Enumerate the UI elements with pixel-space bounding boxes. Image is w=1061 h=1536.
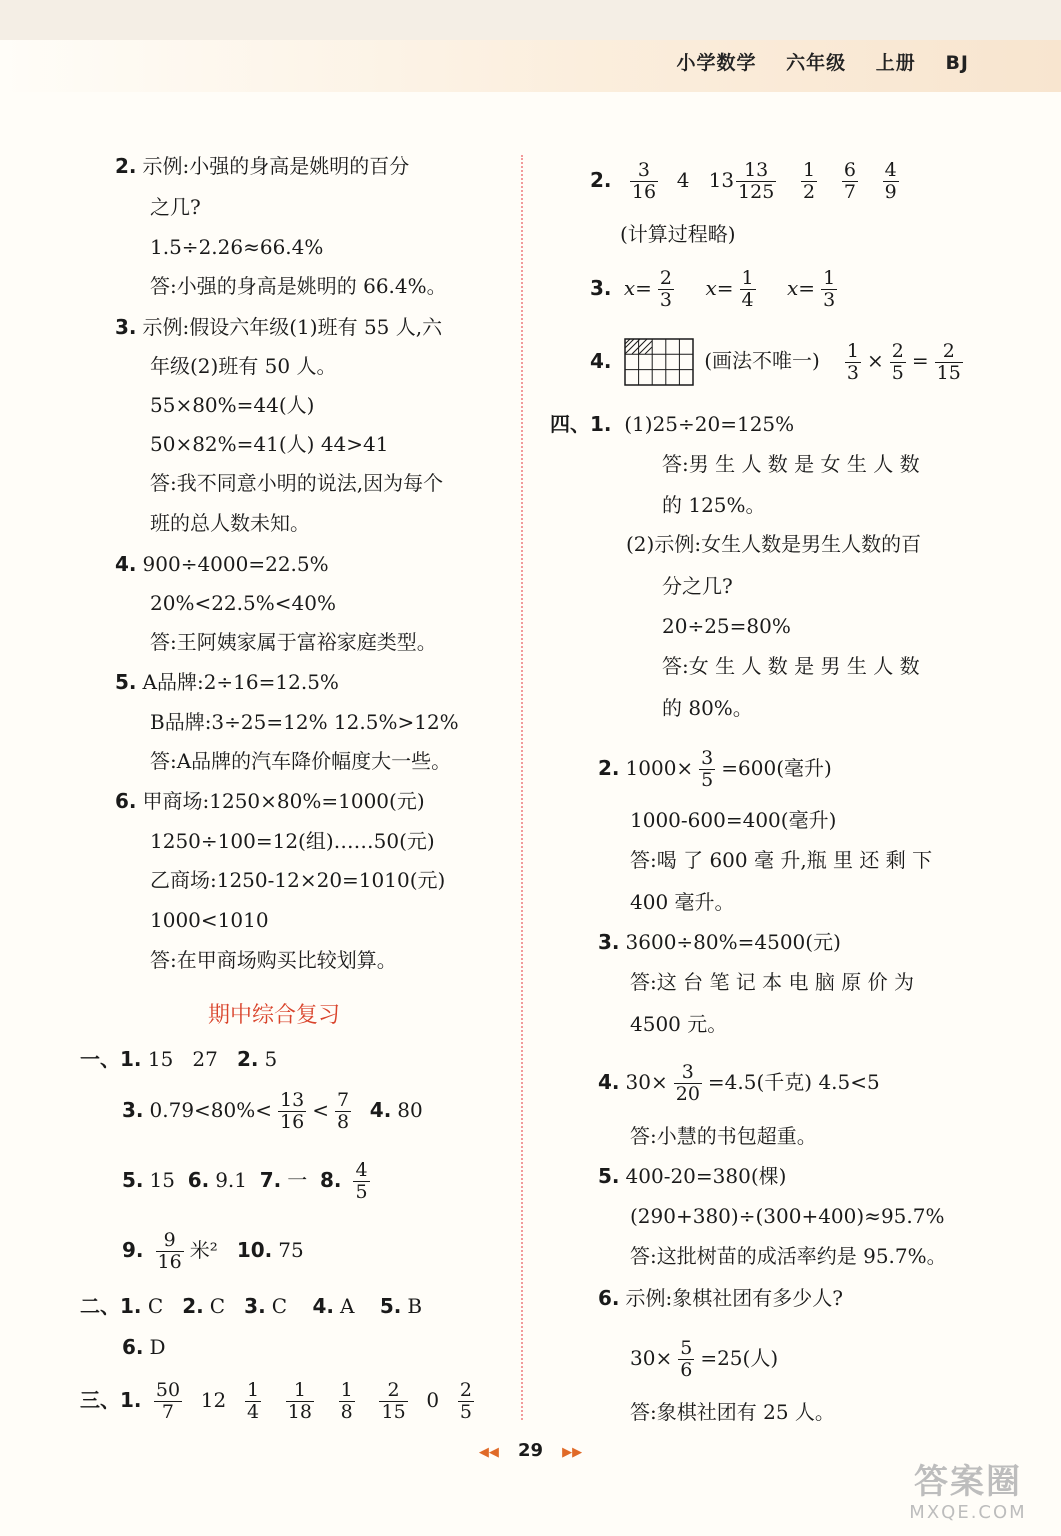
answer-line: 1.5÷2.26≈66.4% xyxy=(150,235,324,259)
header-grade: 六年级 xyxy=(786,52,847,74)
fraction: $\frac{1}{4}$ xyxy=(741,267,754,311)
fraction: $\frac{2}{15}$ xyxy=(936,339,961,384)
answer-line: 4500 元。 xyxy=(630,1012,728,1036)
section-title: 期中综合复习 xyxy=(208,1003,341,1028)
watermark-bottom: MXQE.COM xyxy=(909,1502,1027,1523)
answer-line: (计算过程略) xyxy=(620,222,736,246)
answer-line: 答:A品牌的汽车降价幅度大一些。 xyxy=(150,749,452,773)
answer-line: 之几? xyxy=(150,195,201,219)
answer-line: 乙商场:1250-12×20=1010(元) xyxy=(150,868,446,892)
column-divider xyxy=(521,155,523,1420)
answer-line: 5. A品牌:2÷16=12.5% xyxy=(115,670,339,694)
fraction: $\frac{3}{16}$ xyxy=(631,159,657,203)
fraction: $\frac{5}{6}$ xyxy=(680,1337,693,1381)
answer-line: 的 80%。 xyxy=(662,696,753,720)
answer-line: 1000<1010 xyxy=(150,908,269,932)
answer-line: 答:喝 了 600 毫 升,瓶 里 还 剩 下 xyxy=(630,848,933,872)
answer-line: 5. 15 6. 9.1 7. 一 8. $\frac{4}{5}$ xyxy=(122,1159,368,1203)
answer-line: 30× $\frac{5}{6}$ =25(人) xyxy=(630,1337,779,1381)
fraction: $\frac{4}{9}$ xyxy=(884,159,897,203)
scan-top-band xyxy=(0,0,1061,40)
header-subject: 小学数学 xyxy=(676,52,757,74)
answer-line: 答:小强的身高是姚明的 66.4%。 xyxy=(150,274,447,298)
fraction: $\frac{1}{18}$ xyxy=(287,1379,312,1423)
answer-line: 一、1. 15 27 2. 5 xyxy=(80,1047,278,1071)
answer-line: 二、1. C 2. C 3. C 4. A 5. B xyxy=(80,1294,423,1318)
answer-line: 6. 甲商场:1250×80%=1000(元) xyxy=(115,789,425,813)
answer-line: 1000-600=400(毫升) xyxy=(630,808,837,832)
answer-line: 的 125%。 xyxy=(662,493,766,517)
fraction: $\frac{9}{16}$ xyxy=(157,1229,182,1273)
answer-line: (2)示例:女生人数是男生人数的百 xyxy=(626,532,922,556)
fraction: $\frac{13}{125}$ xyxy=(738,159,775,203)
fraction: $\frac{2}{5}$ xyxy=(891,339,904,384)
answer-line: 1250÷100=12(组)……50(元) xyxy=(150,829,435,853)
fraction: $\frac{2}{3}$ xyxy=(659,267,673,311)
answer-line: 4. (画法不唯一) $\frac{1}{3}$ × $\frac{2}{5}$ = $\frac{2}{15}$ xyxy=(590,338,969,386)
answer-line: 20%<22.5%<40% xyxy=(150,591,336,615)
fraction: $\frac{2}{5}$ xyxy=(459,1379,472,1423)
answer-line: 4. 30× $\frac{3}{20}$ =4.5(千克) 4.5<5 xyxy=(598,1061,880,1105)
next-arrow-icon: ▶▶ xyxy=(562,1445,583,1460)
fraction: $\frac{1}{3}$ xyxy=(823,267,836,311)
answer-line: 答:我不同意小明的说法,因为每个 xyxy=(150,471,444,495)
answer-line: 答:这批树苗的成活率约是 95.7%。 xyxy=(630,1244,947,1268)
answer-line: 答:男 生 人 数 是 女 生 人 数 xyxy=(662,452,920,476)
answer-line: B品牌:3÷25=12% 12.5%>12% xyxy=(150,710,459,734)
fraction: $\frac{7}{8}$ xyxy=(336,1089,350,1133)
watermark-top: 答案圈 xyxy=(914,1462,1022,1502)
answer-line: 答:小慧的书包超重。 xyxy=(630,1124,817,1148)
header-volume: 上册 xyxy=(875,52,916,74)
fraction: $\frac{4}{5}$ xyxy=(355,1159,368,1203)
answer-line: 2. 1000× $\frac{3}{5}$ =600(毫升) xyxy=(598,747,832,791)
answer-line: 年级(2)班有 50 人。 xyxy=(150,354,337,378)
watermark-logo xyxy=(893,1462,1043,1528)
answer-line: 答:女 生 人 数 是 男 生 人 数 xyxy=(662,654,920,678)
fraction: $\frac{6}{7}$ xyxy=(843,159,856,203)
fraction: $\frac{3}{5}$ xyxy=(701,747,714,791)
fraction: $\frac{1}{3}$ xyxy=(846,339,860,384)
fraction: $\frac{13}{16}$ xyxy=(280,1089,305,1133)
prev-arrow-icon: ◀◀ xyxy=(478,1445,499,1460)
fraction: $\frac{1}{8}$ xyxy=(340,1379,353,1423)
answer-line: 3. x= $\frac{2}{3}$ x= $\frac{1}{4}$ x= $\frac{1}{3}$ xyxy=(590,267,836,311)
fraction: $\frac{1}{2}$ xyxy=(803,159,816,203)
answer-line: 分之几? xyxy=(662,574,733,598)
answer-line: (290+380)÷(300+400)≈95.7% xyxy=(630,1204,945,1228)
answer-line: 4. 900÷4000=22.5% xyxy=(115,552,329,576)
fraction: $\frac{3}{20}$ xyxy=(675,1061,700,1105)
answer-line: 6. D xyxy=(122,1335,166,1359)
fraction: $\frac{50}{7}$ xyxy=(155,1379,181,1423)
answer-line: 50×82%=41(人) 44>41 xyxy=(150,432,389,456)
answer-line: 答:象棋社团有 25 人。 xyxy=(630,1400,835,1424)
answer-line: 答:这 台 笔 记 本 电 脑 原 价 为 xyxy=(630,970,914,994)
answer-line: 三、1. $\frac{50}{7}$ 12 $\frac{1}{4}$ $\frac{1}{18}$ $\frac{1}{8}$ $\frac{2}{15}$ 0 $\frac{2}{5}$ xyxy=(80,1379,472,1423)
page-number: 29 xyxy=(517,1440,544,1461)
answer-line: 3. 3600÷80%=4500(元) xyxy=(598,930,841,954)
answer-line: 2. $\frac{3}{16}$ 4 13 $\frac{13}{125}$ $\frac{1}{2}$ $\frac{6}{7}$ $\frac{4}{9}$ xyxy=(590,159,897,203)
answer-line: 答:王阿姨家属于富裕家庭类型。 xyxy=(150,630,437,654)
answer-line: 20÷25=80% xyxy=(662,614,791,638)
header-edition: BJ xyxy=(945,52,969,74)
answer-line: 2. 示例:小强的身高是姚明的百分 xyxy=(115,154,410,178)
answer-line: 四、1. (1)25÷20=125% xyxy=(550,412,795,436)
answer-line: 55×80%=44(人) xyxy=(150,393,315,417)
fraction-grid-drawing xyxy=(624,338,694,386)
answer-line: 3. 0.79<80%< $\frac{13}{16}$ < $\frac{7}{8}$ 4. 80 xyxy=(122,1089,423,1133)
answer-line: 400 毫升。 xyxy=(630,890,735,914)
header-book-info xyxy=(655,48,969,75)
answer-line: 答:在甲商场购买比较划算。 xyxy=(150,948,397,972)
answer-line: 3. 示例:假设六年级(1)班有 55 人,六 xyxy=(115,315,443,339)
answer-line: 5. 400-20=380(棵) xyxy=(598,1164,787,1188)
answer-line: 6. 示例:象棋社团有多少人? xyxy=(598,1286,843,1310)
answer-line: 9. $\frac{9}{16}$ 米² 10. 75 xyxy=(122,1229,304,1273)
fraction: $\frac{1}{4}$ xyxy=(246,1379,260,1423)
answer-line: 班的总人数未知。 xyxy=(150,511,310,535)
fraction: $\frac{2}{15}$ xyxy=(381,1379,406,1423)
